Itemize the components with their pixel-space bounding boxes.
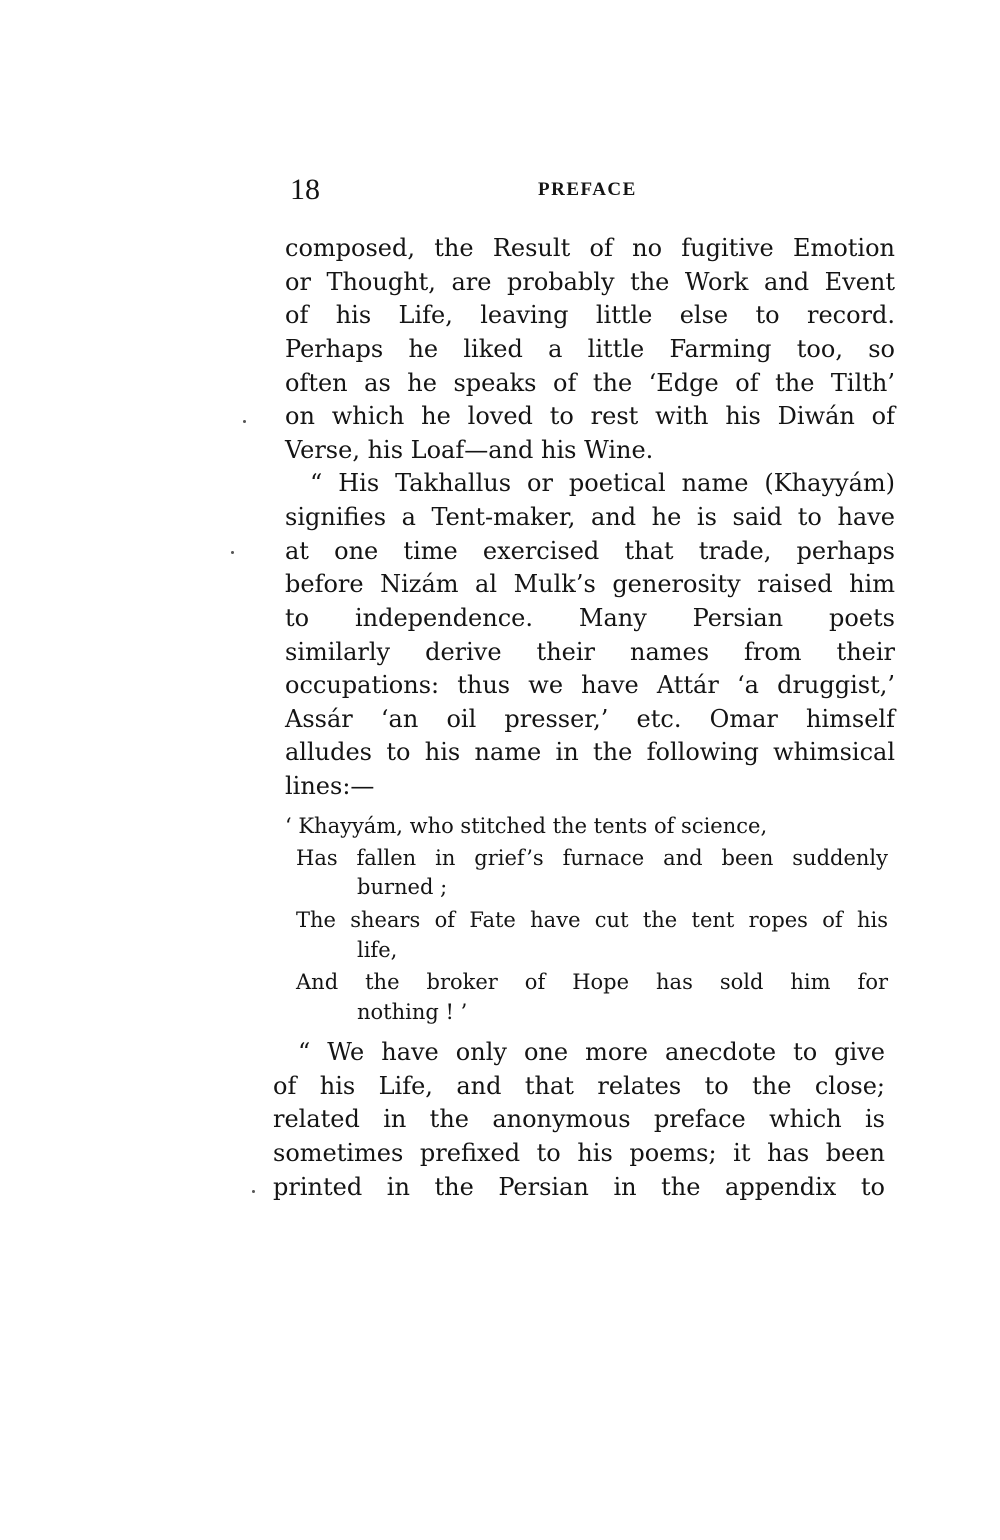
text-line: on which he loved to rest with his Diwán of — [285, 402, 895, 430]
verse-line: The shears of Fate have cut the tent ropes of his — [296, 908, 888, 932]
text-line: occupations: thus we have Attár ‘a druggist,’ — [285, 671, 895, 699]
text-line: or Thought, are probably the Work and Event — [285, 268, 895, 296]
verse-line-continuation: burned ; — [357, 875, 448, 899]
page-number: 18 — [290, 173, 320, 206]
text-line: of his Life, and that relates to the close; — [273, 1072, 885, 1100]
verse-line-continuation: nothing ! ’ — [357, 1000, 468, 1024]
running-head: PREFACE — [538, 179, 637, 200]
verse-line: And the broker of Hope has sold him for — [296, 970, 888, 994]
text-line: sometimes prefixed to his poems; it has been — [273, 1139, 885, 1167]
text-line: Verse, his Loaf—and his Wine. — [285, 436, 654, 464]
text-line: similarly derive their names from their — [285, 638, 895, 666]
text-line: composed, the Result of no fugitive Emotion — [285, 234, 895, 262]
text-line: “ We have only one more anecdote to give — [298, 1038, 885, 1066]
text-line: alludes to his name in the following whimsical — [285, 738, 895, 766]
verse-line-continuation: life, — [357, 938, 398, 962]
text-line: before Nizám al Mulk’s generosity raised him — [285, 570, 895, 598]
margin-mark — [243, 420, 246, 423]
text-line: at one time exercised that trade, perhaps — [285, 537, 895, 565]
text-line: “ His Takhallus or poetical name (Khayyám) — [310, 469, 895, 497]
text-line: of his Life, leaving little else to record. — [285, 301, 895, 329]
verse-line: ‘ Khayyám, who stitched the tents of science, — [285, 814, 768, 838]
text-line: to independence. Many Persian poets — [285, 604, 895, 632]
text-line: Assár ‘an oil presser,’ etc. Omar himself — [285, 705, 895, 733]
text-line: related in the anonymous preface which is — [273, 1105, 885, 1133]
text-line: often as he speaks of the ‘Edge of the Tilth’ — [285, 369, 895, 397]
page-header — [290, 172, 890, 212]
text-line: signifies a Tent-maker, and he is said to have — [285, 503, 895, 531]
verse-line: Has fallen in grief’s furnace and been suddenly — [296, 846, 888, 870]
text-line: Perhaps he liked a little Farming too, so — [285, 335, 895, 363]
text-line: printed in the Persian in the appendix to — [273, 1173, 885, 1201]
margin-mark — [231, 551, 234, 554]
margin-mark — [252, 1190, 255, 1193]
text-line: lines:— — [285, 772, 375, 800]
